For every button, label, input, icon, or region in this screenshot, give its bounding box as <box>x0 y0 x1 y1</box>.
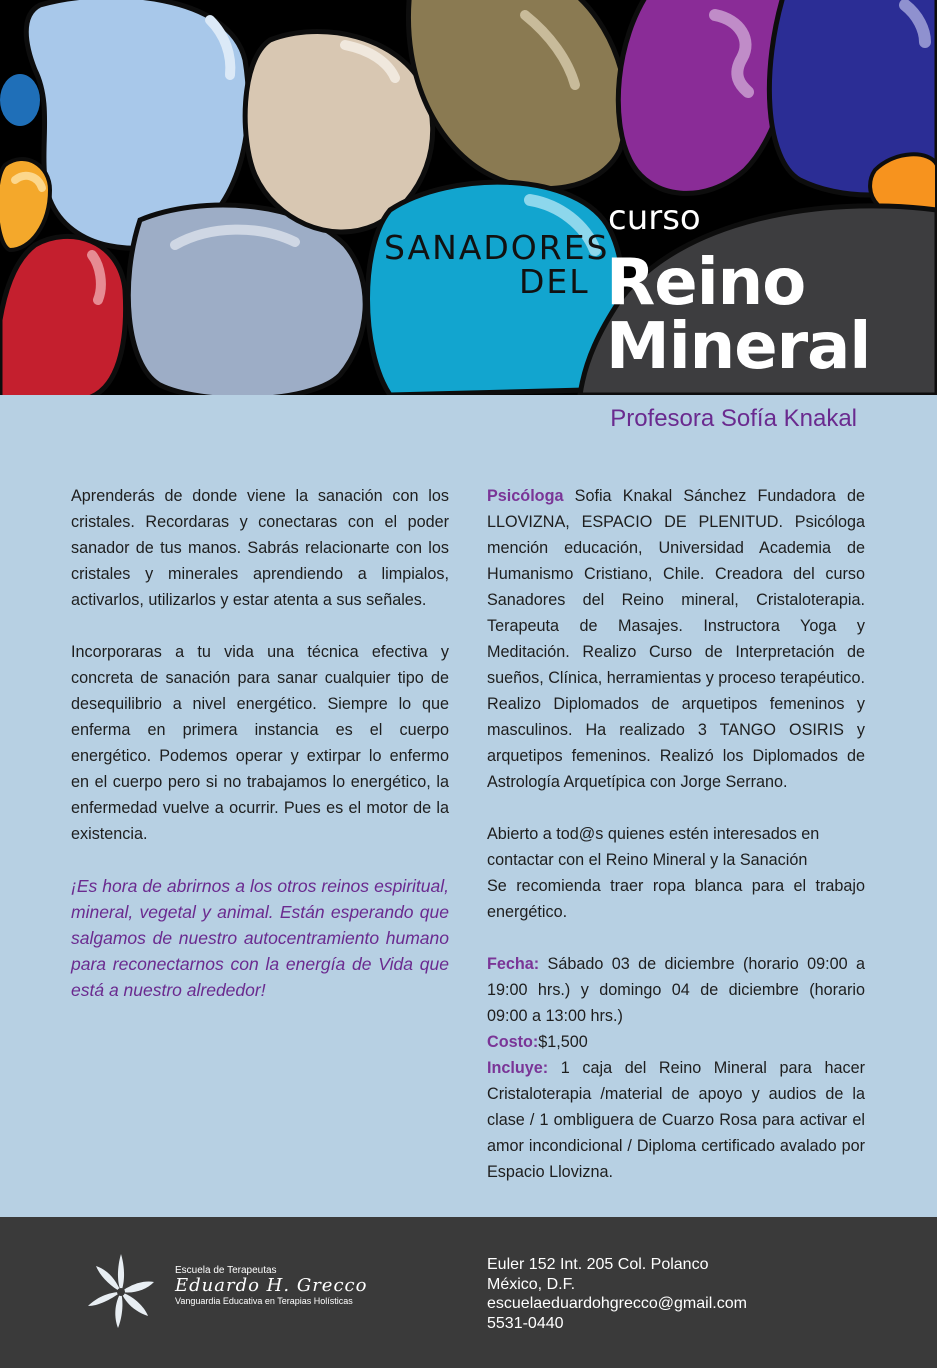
email-link[interactable]: escuelaeduardohgrecco@gmail.com <box>487 1295 747 1312</box>
quote-paragraph: ¡Es hora de abrirnos a los otros reinos espiritual, mineral, vegetal y animal. Están esperando que salgamos de nuestro autocentramiento humano para reconectarnos con la energía de Vida que está a nuestro alrededor! <box>71 876 449 1000</box>
includes-label: Incluye: <box>487 1059 549 1077</box>
title-del: DEL <box>519 262 590 301</box>
title-sanadores: SANADORES <box>384 228 610 267</box>
course-label: curso <box>608 198 701 238</box>
logo-name: Eduardo H. Grecco <box>175 1275 368 1296</box>
open-text-1: Abierto a tod@s quienes estén interesados en contactar con el Reino Mineral y la Sanación <box>487 825 820 869</box>
flower-logo-icon <box>86 1252 156 1332</box>
left-column <box>71 483 449 1029</box>
stone-olive <box>408 0 626 189</box>
stone-red <box>0 236 126 395</box>
footer <box>0 1217 937 1368</box>
header-banner <box>0 0 937 395</box>
intro-paragraph: Aprenderás de donde viene la sanación con los cristales. Recordaras y conectaras con el poder sanador de tus manos. Sabrás relacionarte con los cristales y minerales aprendiendo a limpialos, activarlos, utilizarlos y estar atenta a sus señales. <box>71 487 449 609</box>
open-text-2: Se recomienda traer ropa blanca para el trabajo energético. <box>487 877 865 921</box>
includes-paragraph <box>487 1055 865 1185</box>
audience-paragraph <box>487 821 865 925</box>
cost-label: Costo: <box>487 1033 539 1051</box>
phone-number[interactable]: 5531-0440 <box>487 1314 564 1332</box>
cost-paragraph <box>487 1029 865 1055</box>
date-label: Fecha: <box>487 955 540 973</box>
stone-small-blue <box>0 74 40 126</box>
logo-tagline: Vanguardia Educativa en Terapias Holísticas <box>175 1296 353 1306</box>
stone-purple <box>618 0 793 193</box>
address-line-1: Euler 152 Int. 205 Col. Polanco <box>487 1256 709 1273</box>
logo-school: Escuela de Terapeutas <box>175 1265 277 1276</box>
date-paragraph <box>487 951 865 1029</box>
school-logo <box>175 1265 367 1306</box>
contact-info <box>487 1255 747 1333</box>
cost-text: $1,500 <box>538 1033 588 1051</box>
course-title-mineral: Mineral <box>606 310 871 384</box>
bio-paragraph <box>487 483 865 795</box>
bio-label: Psicóloga <box>487 487 564 505</box>
bio-text: Sofia Knakal Sánchez Fundadora de LLOVIZNA, ESPACIO DE PLENITUD. Psicóloga mención educación, Universidad Academia de Humanismo Cristiano, Chile. Creadora del curso Sanadores del Reino mineral, Cristaloterapia. Terapeuta de Masajes. Instructora Yoga y Meditación. Realizo Curso de Interpretación de sueños, Clínica, herramientas y proceso terapéutico. Realizo Diplomados de arquetipos femeninos y masculinos. Ha realizado 3 TANGO OSIRIS y arquetipos femeninos. Realizó los Diplomados de Astrología Arquetípica con Jorge Serrano. <box>487 487 865 791</box>
date-text: Sábado 03 de diciembre (horario 09:00 a 19:00 hrs.) y domingo 04 de diciembre (horario 09:00 a 13:00 hrs.) <box>487 955 865 1025</box>
technique-paragraph: Incorporaras a tu vida una técnica efectiva y concreta de sanación para sanar cualquier tipo de desequilibrio a nivel energético. Siempre lo que enferma en primera instancia es el cuerpo energético. Podemos operar y extirpar lo enfermo en el cuerpo pero si no trabajamos lo energético, la enfermedad vuelve a ocurrir. Pues es el motor de la existencia. <box>71 643 449 843</box>
address-line-2: México, D.F. <box>487 1275 576 1293</box>
course-title-reino: Reino <box>606 246 806 320</box>
teacher-name: Profesora Sofía Knakal <box>610 405 857 432</box>
includes-text: 1 caja del Reino Mineral para hacer Cristaloterapia /material de apoyo y audios de la clase / 1 ombliguera de Cuarzo Rosa para activar el amor incondicional / Diploma certificado avalado por Espacio Llovizna. <box>487 1059 865 1181</box>
right-column <box>487 483 865 1185</box>
